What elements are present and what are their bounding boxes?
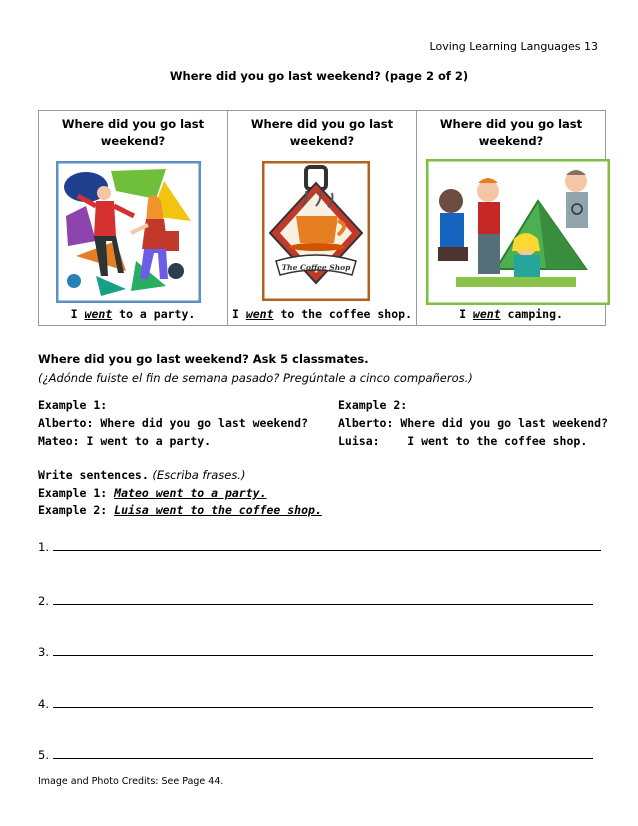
example1-question [38, 416, 308, 430]
card-question: Where did you go last weekend? [439, 117, 583, 148]
answer-rule[interactable] [53, 746, 593, 759]
instruction-spanish: (¿Adónde fuiste el fin de semana pasado? Pregúntale a cinco compañeros.) [38, 371, 473, 385]
instruction-english: Where did you go last weekend? Ask 5 classmates. [38, 352, 369, 366]
speaker-line: I went to a party. [79, 434, 212, 448]
page-header [430, 40, 598, 53]
write-instruction [38, 468, 245, 482]
write-example-label: Example 2: [38, 503, 115, 517]
speaker-label: Luisa: [338, 434, 380, 448]
example2-answer [338, 434, 587, 448]
answer-suffix: to a party. [112, 307, 196, 321]
coffee-sign-text: The Coffee Shop [281, 263, 351, 272]
answer-suffix: to the coffee shop. [273, 307, 413, 321]
answer-verb: went [84, 307, 113, 321]
answer-rule[interactable] [53, 643, 593, 656]
write-example2 [38, 503, 322, 517]
answer-prefix: I [231, 307, 246, 321]
write-example-text: Luisa went to the coffee shop. [114, 503, 322, 517]
speaker-line: Where did you go last weekend? [393, 416, 609, 430]
answer-verb: went [245, 307, 274, 321]
speaker-line: I went to the coffee shop. [379, 434, 588, 448]
camping-kids-illustration [426, 159, 610, 305]
card-question: Where did you go last weekend? [250, 117, 394, 148]
picture-cards [38, 110, 606, 326]
answer-line[interactable] [38, 695, 593, 711]
answer-rule[interactable] [53, 538, 601, 551]
answer-line[interactable] [38, 592, 593, 608]
answer-line[interactable] [38, 746, 593, 762]
write-example-label: Example 1: [38, 486, 115, 500]
example1-answer [38, 434, 211, 448]
answer-line[interactable] [38, 538, 601, 554]
speaker-line: Where did you go last weekend? [93, 416, 309, 430]
page-number: 13 [584, 40, 598, 53]
example2-question [338, 416, 608, 430]
answer-rule[interactable] [53, 592, 593, 605]
answer-line[interactable] [38, 643, 593, 659]
brand-name: Loving Learning Languages [429, 40, 581, 53]
card-party [39, 111, 228, 325]
coffee-shop-sign-illustration [262, 161, 370, 301]
write-label-spanish: (Escriba frases.) [148, 468, 246, 482]
answer-number: 4. [38, 697, 49, 711]
example2-heading: Example 2: [338, 398, 408, 412]
write-label: Write sentences. [38, 468, 149, 482]
party-dancers-illustration [56, 161, 201, 303]
speaker-label: Alberto: [338, 416, 394, 430]
card-question: Where did you go last weekend? [61, 117, 205, 148]
answer-number: 3. [38, 645, 49, 659]
answer-verb: went [472, 307, 501, 321]
card-camping [417, 111, 605, 325]
card-answer [228, 307, 416, 321]
example1-heading: Example 1: [38, 398, 108, 412]
card-answer [417, 307, 605, 321]
write-example-text: Mateo went to a party. [114, 486, 267, 500]
speaker-label: Mateo: [38, 434, 80, 448]
answer-number: 5. [38, 748, 49, 762]
answer-rule[interactable] [53, 695, 593, 708]
answer-prefix: I [70, 307, 85, 321]
answer-number: 1. [38, 540, 49, 554]
answer-prefix: I [459, 307, 473, 321]
answer-suffix: camping. [500, 307, 563, 321]
answer-number: 2. [38, 594, 49, 608]
page-title: Where did you go last weekend? (page 2 of 2) [169, 69, 469, 83]
write-example1 [38, 486, 267, 500]
card-answer [39, 307, 227, 321]
card-coffee-shop [228, 111, 417, 325]
image-credits: Image and Photo Credits: See Page 44. [38, 776, 224, 787]
speaker-label: Alberto: [38, 416, 94, 430]
